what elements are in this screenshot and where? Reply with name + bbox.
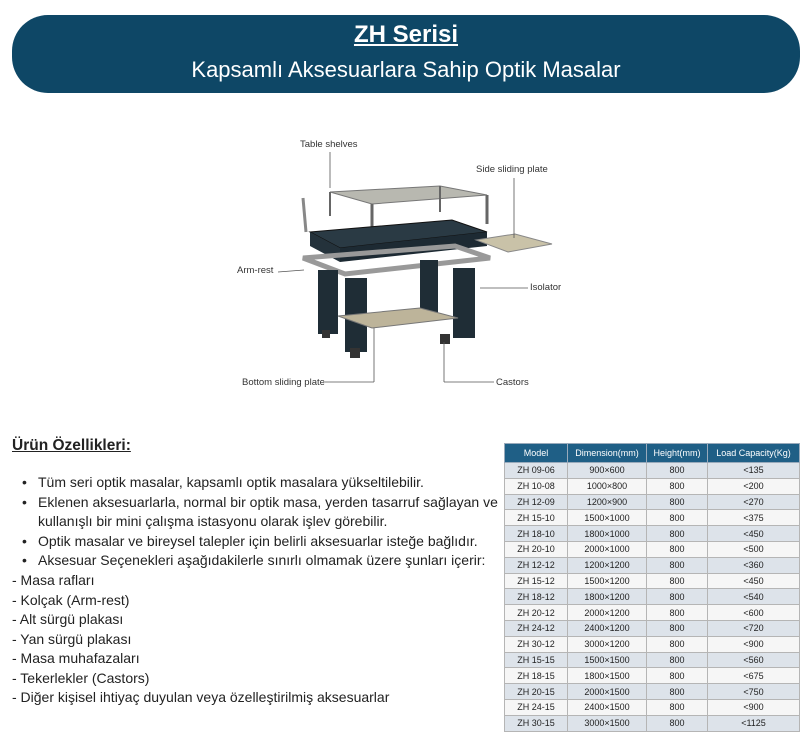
table-cell: ZH 30-15 [505, 715, 568, 731]
table-cell: ZH 15-15 [505, 652, 568, 668]
table-cell: 800 [647, 652, 708, 668]
table-row [505, 668, 800, 684]
table-cell: <500 [708, 541, 800, 557]
table-row [505, 715, 800, 731]
page-title: ZH Serisi [353, 21, 459, 48]
table-cell: 1000×800 [568, 478, 647, 494]
table-cell: <900 [708, 699, 800, 715]
table-cell: <720 [708, 620, 800, 636]
table-cell: 1800×1200 [568, 589, 647, 605]
page-subtitle: Kapsamlı Aksesuarlara Sahip Optik Masalar [191, 57, 621, 82]
table-row [505, 652, 800, 668]
col-height: Height(mm) [647, 444, 708, 463]
table-cell: 900×600 [568, 463, 647, 479]
table-cell: ZH 12-09 [505, 494, 568, 510]
label-table-shelves: Table shelves [300, 139, 358, 150]
table-cell: <540 [708, 589, 800, 605]
col-model: Model [505, 444, 568, 463]
accessory-item: - Masa rafları [12, 572, 95, 588]
table-row [505, 510, 800, 526]
table-cell: ZH 12-12 [505, 557, 568, 573]
table-cell: 800 [647, 699, 708, 715]
table-cell: <200 [708, 478, 800, 494]
accessory-item: - Yan sürgü plakası [12, 630, 132, 647]
label-isolator: Isolator [530, 282, 562, 293]
table-row [505, 526, 800, 542]
table-cell: ZH 18-15 [505, 668, 568, 684]
table-cell: ZH 15-10 [505, 510, 568, 526]
table-cell: 3000×1200 [568, 636, 647, 652]
table-row [505, 463, 800, 479]
table-diagram [0, 120, 812, 400]
accessory-item: - Masa muhafazaları [12, 650, 140, 666]
table-cell: 800 [647, 668, 708, 684]
table-cell: <1125 [708, 715, 800, 731]
label-arm-rest: Arm-rest [237, 265, 274, 276]
table-cell: ZH 30-12 [505, 636, 568, 652]
table-cell: ZH 20-12 [505, 605, 568, 621]
table-cell: ZH 20-15 [505, 684, 568, 700]
table-cell: 2400×1200 [568, 620, 647, 636]
feature-item: • Eklenen aksesuarlarla, normal bir optik masa, yerden tasarruf sağlayan ve kullanışlı bir mini çalışma istasyonu olarak işlev görebilir. [22, 493, 502, 532]
table-cell: 800 [647, 541, 708, 557]
table-cell: ZH 09-06 [505, 463, 568, 479]
table-cell: 800 [647, 573, 708, 589]
title-banner [12, 15, 800, 93]
table-cell: 800 [647, 463, 708, 479]
table-row [505, 494, 800, 510]
feature-item: • Optik masalar ve bireysel talepler için belirli aksesuarlar isteğe bağlıdır. [22, 532, 502, 552]
table-row [505, 589, 800, 605]
table-cell: 2000×1500 [568, 684, 647, 700]
feature-item: • Tüm seri optik masalar, kapsamlı optik masalara yükseltilebilir. [22, 473, 502, 493]
accessory-list [12, 571, 389, 708]
table-cell: 1800×1000 [568, 526, 647, 542]
isolator [453, 268, 475, 338]
table-cell: 800 [647, 715, 708, 731]
table-cell: 800 [647, 620, 708, 636]
table-cell: <450 [708, 573, 800, 589]
table-cell: 800 [647, 510, 708, 526]
col-dimension: Dimension(mm) [568, 444, 647, 463]
table-cell: 1200×900 [568, 494, 647, 510]
feature-list [22, 473, 502, 571]
castor [350, 348, 360, 358]
table-cell: <560 [708, 652, 800, 668]
table-body [505, 463, 800, 732]
table-cell: 3000×1500 [568, 715, 647, 731]
accessory-item: - Kolçak (Arm-rest) [12, 591, 130, 608]
feature-item: • Aksesuar Seçenekleri aşağıdakilerle sınırlı olmamak üzere şunları içerir: [22, 551, 502, 571]
accessory-item: - Alt sürgü plakası [12, 611, 124, 627]
table-cell: ZH 10-08 [505, 478, 568, 494]
table-cell: 800 [647, 526, 708, 542]
table-row [505, 478, 800, 494]
table-cell: ZH 24-12 [505, 620, 568, 636]
table-cell: <675 [708, 668, 800, 684]
table-cell: ZH 24-15 [505, 699, 568, 715]
table-cell: 2400×1500 [568, 699, 647, 715]
table-cell: <270 [708, 494, 800, 510]
table-row [505, 605, 800, 621]
table-row [505, 573, 800, 589]
table-cell: 800 [647, 684, 708, 700]
table-shelf [330, 186, 487, 204]
label-side-sliding-plate: Side sliding plate [476, 164, 548, 175]
table-cell: 800 [647, 494, 708, 510]
table-cell: ZH 18-12 [505, 589, 568, 605]
accessory-item: - Tekerlekler (Castors) [12, 669, 150, 686]
table-cell: ZH 18-10 [505, 526, 568, 542]
table-row [505, 620, 800, 636]
table-cell: <450 [708, 526, 800, 542]
table-cell: <375 [708, 510, 800, 526]
table-cell: <135 [708, 463, 800, 479]
table-row [505, 684, 800, 700]
table-header-row [505, 444, 800, 463]
table-cell: 2000×1000 [568, 541, 647, 557]
optical-table-illustration [0, 120, 812, 400]
table-cell: 800 [647, 605, 708, 621]
table-cell: 800 [647, 589, 708, 605]
table-cell: <600 [708, 605, 800, 621]
col-load-capacity: Load Capacity(Kg) [708, 444, 800, 463]
table-row [505, 699, 800, 715]
table-cell: <360 [708, 557, 800, 573]
table-cell: ZH 15-12 [505, 573, 568, 589]
label-castors: Castors [496, 377, 529, 388]
table-cell: 800 [647, 557, 708, 573]
table-cell: <900 [708, 636, 800, 652]
spec-table [504, 443, 800, 732]
table-row [505, 636, 800, 652]
accessory-item: - Diğer kişisel ihtiyaç duyulan veya özelleştirilmiş aksesuarlar [12, 689, 390, 705]
leg [318, 270, 338, 334]
table-cell: <750 [708, 684, 800, 700]
table-cell: ZH 20-10 [505, 541, 568, 557]
table-cell: 2000×1200 [568, 605, 647, 621]
table-row [505, 541, 800, 557]
label-bottom-sliding-plate: Bottom sliding plate [242, 377, 325, 388]
table-cell: 800 [647, 636, 708, 652]
table-cell: 1800×1500 [568, 668, 647, 684]
table-cell: 1500×1000 [568, 510, 647, 526]
table-cell: 1500×1200 [568, 573, 647, 589]
table-cell: 1200×1200 [568, 557, 647, 573]
table-cell: 1500×1500 [568, 652, 647, 668]
features-title: Ürün Özellikleri: [12, 437, 131, 454]
table-row [505, 557, 800, 573]
table-cell: 800 [647, 478, 708, 494]
